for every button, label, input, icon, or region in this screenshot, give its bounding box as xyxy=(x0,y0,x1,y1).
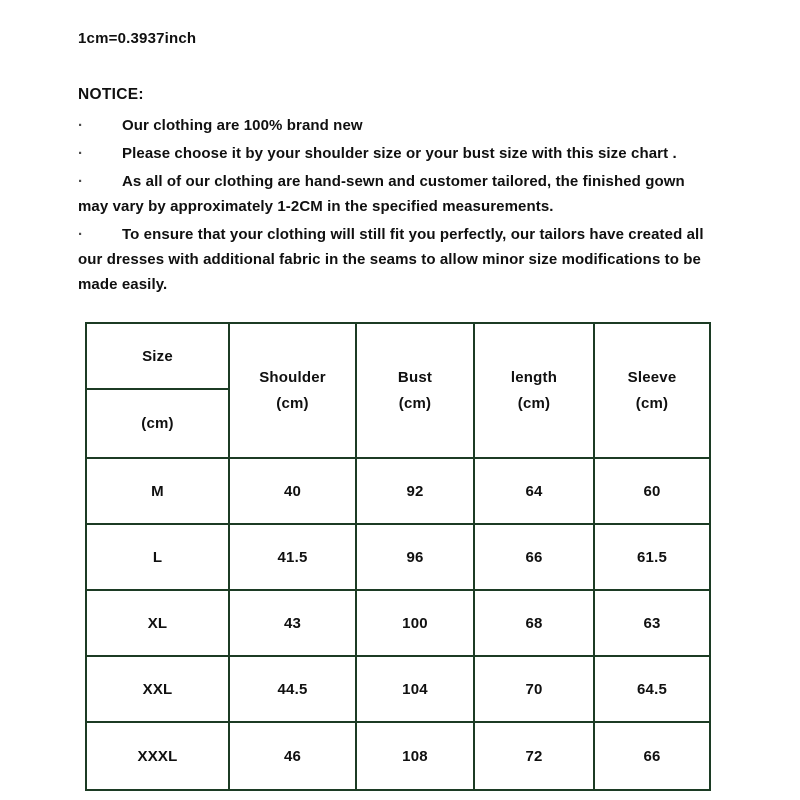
notice-bullet-list xyxy=(78,113,718,300)
column-unit: (cm) xyxy=(276,394,309,412)
header-cell-shoulder xyxy=(229,323,356,458)
shoulder-cell: 40 xyxy=(229,458,356,524)
shoulder-cell: 44.5 xyxy=(229,656,356,722)
bullet-line: made easily. xyxy=(78,276,168,293)
column-label: Bust xyxy=(397,368,433,386)
size-cell: L xyxy=(86,524,229,590)
length-cell: 68 xyxy=(474,590,594,656)
notice-bullet-hand-sewn xyxy=(78,169,718,219)
bust-cell: 108 xyxy=(356,722,474,790)
table-row-m xyxy=(86,458,710,524)
sleeve-cell: 61.5 xyxy=(594,524,710,590)
length-cell: 72 xyxy=(474,722,594,790)
size-header-split-cell xyxy=(87,324,228,457)
sleeve-cell: 60 xyxy=(594,458,710,524)
length-cell: 66 xyxy=(474,524,594,590)
table-row-xl xyxy=(86,590,710,656)
header-cell-bust xyxy=(356,323,474,458)
bullet-marker-icon: · xyxy=(78,173,83,190)
shoulder-cell: 43 xyxy=(229,590,356,656)
column-unit: (cm) xyxy=(517,394,551,412)
length-cell: 70 xyxy=(474,656,594,722)
sleeve-cell: 66 xyxy=(594,722,710,790)
table-row-l xyxy=(86,524,710,590)
bullet-line: Please choose it by your shoulder size or your bust size with this size chart . xyxy=(122,145,677,162)
size-header-unit: (cm) xyxy=(141,415,174,432)
bullet-line: As all of our clothing are hand-sewn and customer tailored, the finished gown xyxy=(122,173,685,190)
column-label: Sleeve xyxy=(627,368,677,386)
size-chart-table xyxy=(85,322,711,791)
column-unit: (cm) xyxy=(398,394,432,412)
sleeve-cell: 64.5 xyxy=(594,656,710,722)
bust-cell: 96 xyxy=(356,524,474,590)
column-label: length xyxy=(510,368,558,386)
bust-cell: 92 xyxy=(356,458,474,524)
size-header-label: Size xyxy=(87,324,228,390)
bullet-line: Our clothing are 100% brand new xyxy=(122,117,363,134)
column-unit: (cm) xyxy=(635,394,669,412)
header-cell-length xyxy=(474,323,594,458)
length-cell: 64 xyxy=(474,458,594,524)
size-cell: XXXL xyxy=(86,722,229,790)
size-cell: XXL xyxy=(86,656,229,722)
shoulder-cell: 46 xyxy=(229,722,356,790)
table-row-xxxl xyxy=(86,722,710,790)
header-cell-sleeve xyxy=(594,323,710,458)
bullet-line: may vary by approximately 1-2CM in the specified measurements. xyxy=(78,198,554,215)
bust-cell: 104 xyxy=(356,656,474,722)
bullet-marker-icon: · xyxy=(78,226,83,243)
notice-heading: NOTICE: xyxy=(78,86,144,103)
unit-conversion-note: 1cm=0.3937inch xyxy=(78,30,197,47)
notice-bullet-choose-size xyxy=(78,141,718,166)
bullet-marker-icon: · xyxy=(78,117,83,134)
notice-bullet-brand-new xyxy=(78,113,718,138)
bust-cell: 100 xyxy=(356,590,474,656)
table-row-xxl xyxy=(86,656,710,722)
sleeve-cell: 63 xyxy=(594,590,710,656)
notice-bullet-seam-fabric xyxy=(78,222,718,297)
column-label: Shoulder xyxy=(259,368,326,386)
bullet-line: our dresses with additional fabric in the seams to allow minor size modifications to be xyxy=(78,251,701,268)
header-cell-size xyxy=(86,323,229,458)
table-header-row xyxy=(86,323,710,458)
size-cell: XL xyxy=(86,590,229,656)
shoulder-cell: 41.5 xyxy=(229,524,356,590)
bullet-marker-icon: · xyxy=(78,145,83,162)
size-cell: M xyxy=(86,458,229,524)
bullet-line: To ensure that your clothing will still fit you perfectly, our tailors have created all xyxy=(122,226,704,243)
